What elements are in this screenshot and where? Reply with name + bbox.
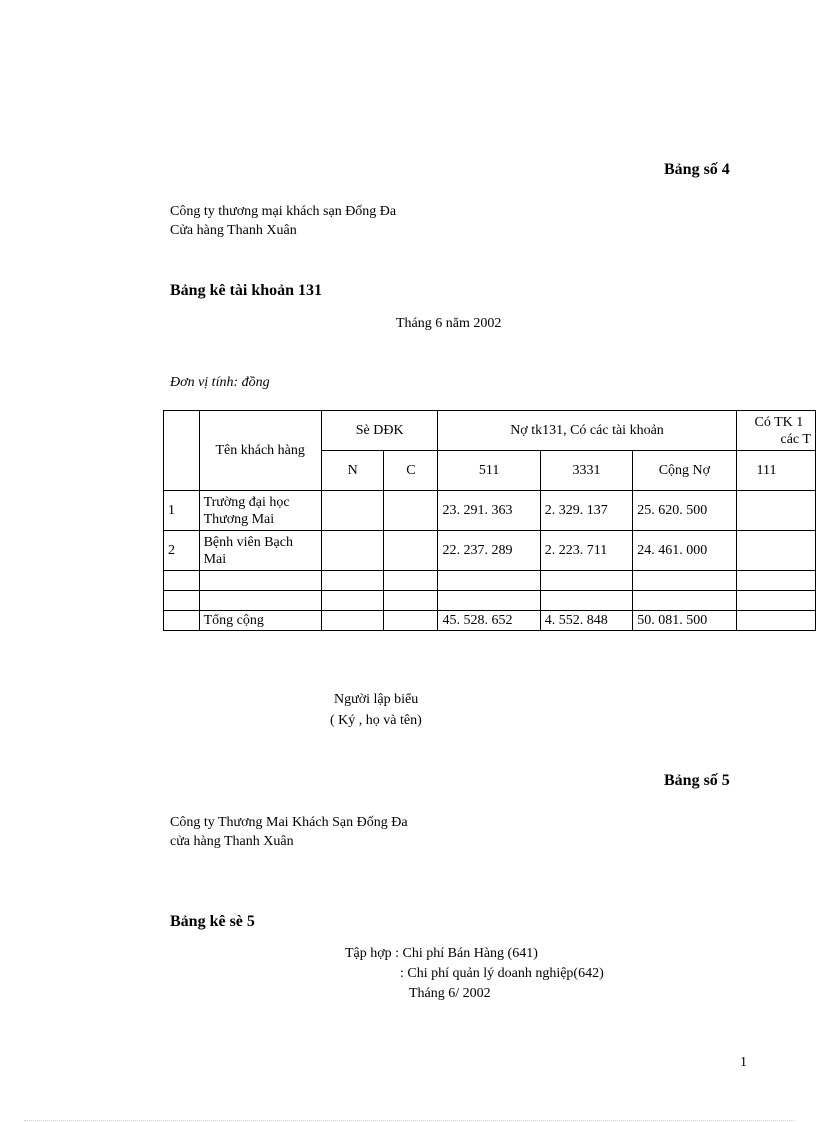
header-credit-group xyxy=(736,411,816,451)
total-label: Tổng cộng xyxy=(199,611,321,631)
header-sub-n: N xyxy=(321,451,384,491)
total-111 xyxy=(736,611,816,631)
opening-c-value xyxy=(384,491,438,531)
total-511: 45. 528. 652 xyxy=(438,611,540,631)
unit-label: Đơn vị tính: đồng xyxy=(170,375,270,390)
header-debit-group: Nợ tk131, Có các tài khoản xyxy=(438,411,736,451)
header-opening-balance: Sè DĐK xyxy=(321,411,438,451)
empty-cell xyxy=(199,571,321,591)
empty-cell xyxy=(164,571,200,591)
table4-title: Bảng kê tài khoản 131 xyxy=(170,282,323,299)
company-name-line: Công ty Thương Mai Khách Sạn Đống Đa xyxy=(170,815,408,830)
value-111 xyxy=(736,531,816,571)
total-n-value xyxy=(321,611,384,631)
empty-cell xyxy=(438,571,540,591)
table5-title: Bảng kê sè 5 xyxy=(170,913,255,930)
collect-line-1: Tập hợp : Chi phí Bán Hàng (641) xyxy=(345,946,538,961)
opening-n-value xyxy=(321,531,384,571)
store-name-line: cửa hàng Thanh Xuân xyxy=(170,834,294,849)
table-row xyxy=(164,531,816,571)
table4-number-label: Bảng số 4 xyxy=(664,161,730,178)
empty-cell xyxy=(633,591,736,611)
row-number: 2 xyxy=(164,531,200,571)
empty-cell xyxy=(199,591,321,611)
store-name-line: Cửa hàng Thanh Xuân xyxy=(170,223,297,238)
signer-title: Người lập biểu xyxy=(334,692,419,707)
value-511: 23. 291. 363 xyxy=(438,491,540,531)
header-acc-511: 511 xyxy=(438,451,540,491)
empty-cell xyxy=(540,591,633,611)
header-customer-name: Tên khách hàng xyxy=(199,411,321,491)
empty-cell xyxy=(633,571,736,591)
value-511: 22. 237. 289 xyxy=(438,531,540,571)
empty-cell xyxy=(164,591,200,611)
empty-cell xyxy=(384,571,438,591)
value-111 xyxy=(736,491,816,531)
header-acc-3331: 3331 xyxy=(540,451,633,491)
empty-cell xyxy=(438,591,540,611)
empty-cell xyxy=(384,591,438,611)
company-name-line: Công ty thương mại khách sạn Đống Đa xyxy=(170,204,397,219)
account-131-table xyxy=(163,410,816,631)
value-total-debit: 24. 461. 000 xyxy=(633,531,736,571)
value-total-debit: 25. 620. 500 xyxy=(633,491,736,531)
collect-line-3: Tháng 6/ 2002 xyxy=(409,986,491,1001)
total-3331: 4. 552. 848 xyxy=(540,611,633,631)
empty-cell xyxy=(321,591,384,611)
customer-name-line1: Bệnh viên Bạch xyxy=(203,534,293,550)
header-sub-c: C xyxy=(384,451,438,491)
row-number: 1 xyxy=(164,491,200,531)
table4-period: Tháng 6 năm 2002 xyxy=(396,316,502,331)
empty-cell xyxy=(540,571,633,591)
empty-row xyxy=(164,571,816,591)
empty-cell xyxy=(736,571,816,591)
page-footer-divider xyxy=(24,1120,794,1121)
header-no-cell xyxy=(164,411,200,491)
customer-name xyxy=(199,531,321,571)
customer-name-line2: Thương Mai xyxy=(203,511,275,527)
opening-c-value xyxy=(384,531,438,571)
total-row-number xyxy=(164,611,200,631)
customer-name xyxy=(199,491,321,531)
table-row xyxy=(164,491,816,531)
table5-number-label: Bảng số 5 xyxy=(664,772,730,789)
empty-cell xyxy=(736,591,816,611)
total-c-value xyxy=(384,611,438,631)
customer-name-line2: Mai xyxy=(203,551,227,567)
customer-name-line1: Trường đại học xyxy=(203,494,290,510)
collect-line-2: : Chi phí quản lý doanh nghiệp(642) xyxy=(400,966,604,981)
page-number: 1 xyxy=(740,1055,747,1070)
total-row xyxy=(164,611,816,631)
empty-cell xyxy=(321,571,384,591)
header-total-debit: Cộng Nợ xyxy=(633,451,736,491)
value-3331: 2. 329. 137 xyxy=(540,491,633,531)
value-3331: 2. 223. 711 xyxy=(540,531,633,571)
total-debit-sum: 50. 081. 500 xyxy=(633,611,736,631)
header-credit-group-line1: Có TK 1 xyxy=(754,415,804,430)
header-credit-group-line2: các T xyxy=(780,432,811,447)
signer-note: ( Ký , họ và tên) xyxy=(330,713,422,728)
header-row-1 xyxy=(164,411,816,451)
header-acc-111: 111 xyxy=(736,451,816,491)
empty-row xyxy=(164,591,816,611)
opening-n-value xyxy=(321,491,384,531)
